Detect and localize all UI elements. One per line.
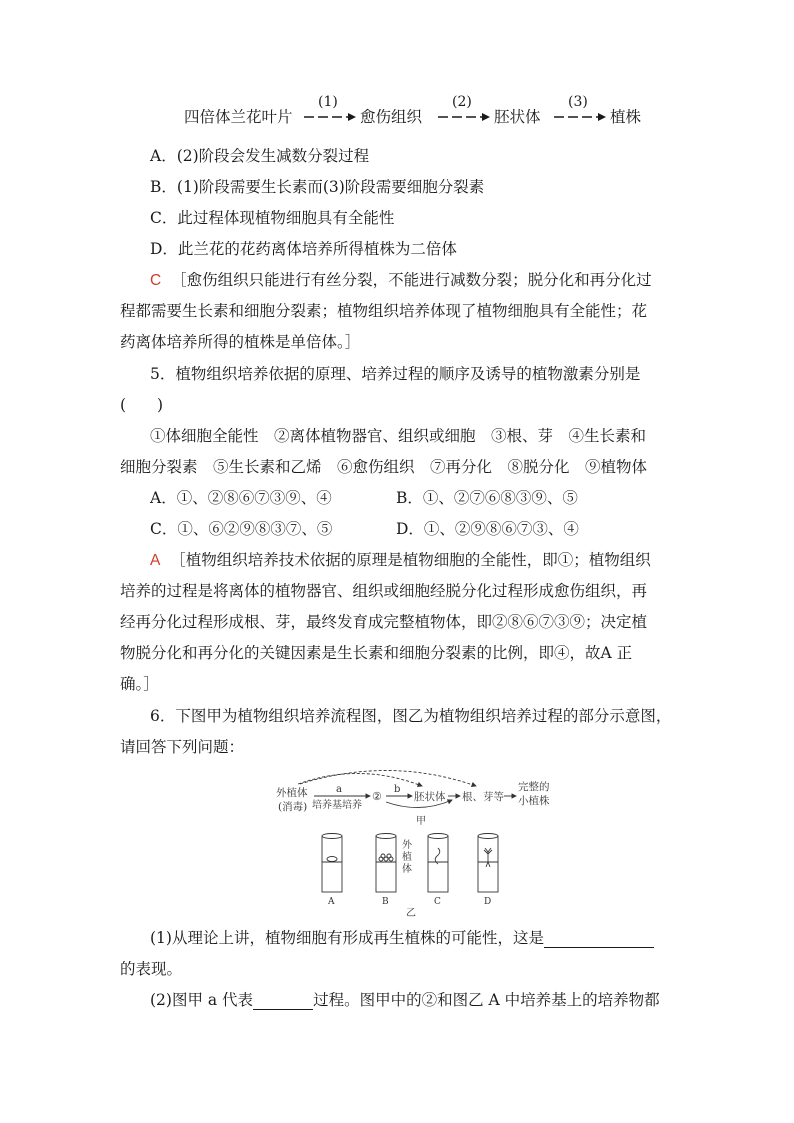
q5-answer-line-1	[150, 550, 651, 571]
flow-label-3: (3)	[568, 94, 588, 110]
q6-sub2-blank[interactable]	[253, 993, 313, 1010]
q5-explanation-5: 确。］	[120, 675, 159, 693]
flow-node-leaf: 四倍体兰花叶片	[184, 108, 293, 126]
flow-node-embryoid: 胚状体	[494, 108, 541, 126]
fig-explant-v1: 外	[402, 840, 412, 851]
q5-option-a: A．①、②⑧⑥⑦③⑨、④	[150, 489, 332, 507]
q4-explanation-3: 药离体培养所得的植株是单倍体。］	[120, 333, 361, 351]
q5-option-c: C．①、⑥②⑨⑧③⑦、⑤	[150, 520, 333, 538]
q5-option-b: B．①、②⑦⑥⑧③⑨、⑤	[396, 489, 578, 507]
flow-arrow-3	[554, 112, 606, 122]
fig-rootbud: 根、芽等	[462, 791, 504, 803]
fig-tube-a-label: A	[328, 897, 335, 907]
fig-jia: 甲	[416, 816, 426, 827]
q6-sub2-text-a: (2)图甲 a 代表	[150, 991, 254, 1009]
q6-sub1-blank[interactable]	[544, 931, 654, 948]
fig-embryoid: 胚状体	[414, 791, 446, 803]
fig-complete-1: 完整的	[518, 781, 550, 793]
q5-items-2: 细胞分裂素 ⑤生长素和乙烯 ⑥愈伤组织 ⑦再分化 ⑧脱分化 ⑨植物体	[120, 458, 648, 476]
q4-explanation-1: ［愈伤组织只能进行有丝分裂，不能进行减数分裂；脱分化和再分化过	[171, 271, 652, 289]
q5-stem-1: 5．植物组织培养依据的原理、培养过程的顺序及诱导的植物激素分别是	[150, 365, 641, 383]
tube-a	[322, 834, 342, 893]
q5-option-d: D．①、②⑨⑧⑥⑦③、④	[396, 520, 579, 538]
flow-label-2: (2)	[452, 94, 472, 110]
q6-sub1-text: (1)从理论上讲，植物细胞有形成再生植株的可能性，这是	[150, 929, 544, 947]
q4-option-d: D．此兰花的花药离体培养所得植株为二倍体	[150, 240, 457, 258]
fig-medium: 培养基培养	[312, 800, 362, 811]
q6-sub2-text-b: 过程。图甲中的②和图乙 A 中培养基上的培养物都	[313, 991, 660, 1009]
fig-yi: 乙	[406, 908, 416, 918]
tube-b	[376, 834, 396, 893]
q6-stem-1: 6．下图甲为植物组织培养流程图，图乙为植物组织培养过程的部分示意图，	[150, 707, 672, 725]
q4-option-c: C．此过程体现植物细胞具有全能性	[150, 209, 395, 227]
flow-node-plant: 植株	[610, 108, 642, 126]
q4-answer: C	[150, 272, 162, 289]
fig-explant: 外植体	[276, 787, 308, 799]
fig-explant-v2: 植	[402, 852, 412, 863]
fig-tube-d-label: D	[484, 897, 492, 907]
flow-arrow-2	[438, 112, 490, 122]
q4-explanation-2: 程都需要生长素和细胞分裂素；植物组织培养体现了植物细胞具有全能性；花	[120, 302, 648, 320]
fig-sterile: (消毒)	[278, 801, 308, 813]
q5-answer: A	[150, 552, 161, 569]
q5-explanation-4: 物脱分化和再分化的关键因素是生长素和细胞分裂素的比例，即④，故A 正	[120, 644, 633, 662]
flow-arrow-1	[304, 112, 356, 122]
fig-tube-c-label: C	[434, 897, 441, 907]
q6-sub2-line-1	[150, 990, 660, 1010]
q6-figure	[270, 768, 570, 918]
flow-diagram	[184, 94, 654, 130]
fig-complete-2: 小植株	[518, 795, 550, 807]
q5-explanation-1: ［植物组织培养技术依据的原理是植物细胞的全能性，即①；植物组织	[170, 551, 651, 569]
q6-sub1-line-2: 的表现。	[120, 960, 183, 978]
q5-explanation-2: 培养的过程是将离体的植物器官、组织或细胞经脱分化过程形成愈伤组织，再	[120, 582, 648, 600]
q6-sub1-line-1	[150, 928, 654, 948]
q4-option-a: A．(2)阶段会发生减数分裂过程	[150, 147, 370, 165]
fig-tube-b-label: B	[382, 897, 389, 907]
q5-stem-2: ( )	[120, 396, 164, 414]
flow-label-1: (1)	[318, 94, 338, 110]
q4-option-b: B．(1)阶段需要生长素而(3)阶段需要细胞分裂素	[150, 178, 485, 196]
fig-explant-v3: 体	[402, 864, 412, 875]
flow-node-callus: 愈伤组织	[360, 108, 423, 126]
q5-items-1: ①体细胞全能性 ②离体植物器官、组织或细胞 ③根、芽 ④生长素和	[150, 427, 647, 445]
q4-answer-line-1	[150, 270, 652, 291]
tube-c	[428, 834, 448, 893]
tube-d	[478, 834, 498, 893]
fig-label-a: a	[336, 784, 342, 795]
fig-circle-2: ②	[372, 790, 382, 803]
q5-explanation-3: 经再分化过程形成根、芽，最终发育成完整植物体，即②⑧⑥⑦③⑨；决定植	[120, 613, 648, 631]
fig-dashed-arc-2	[300, 770, 476, 786]
q6-stem-2: 请回答下列问题：	[120, 738, 245, 756]
fig-label-b: b	[394, 784, 401, 795]
